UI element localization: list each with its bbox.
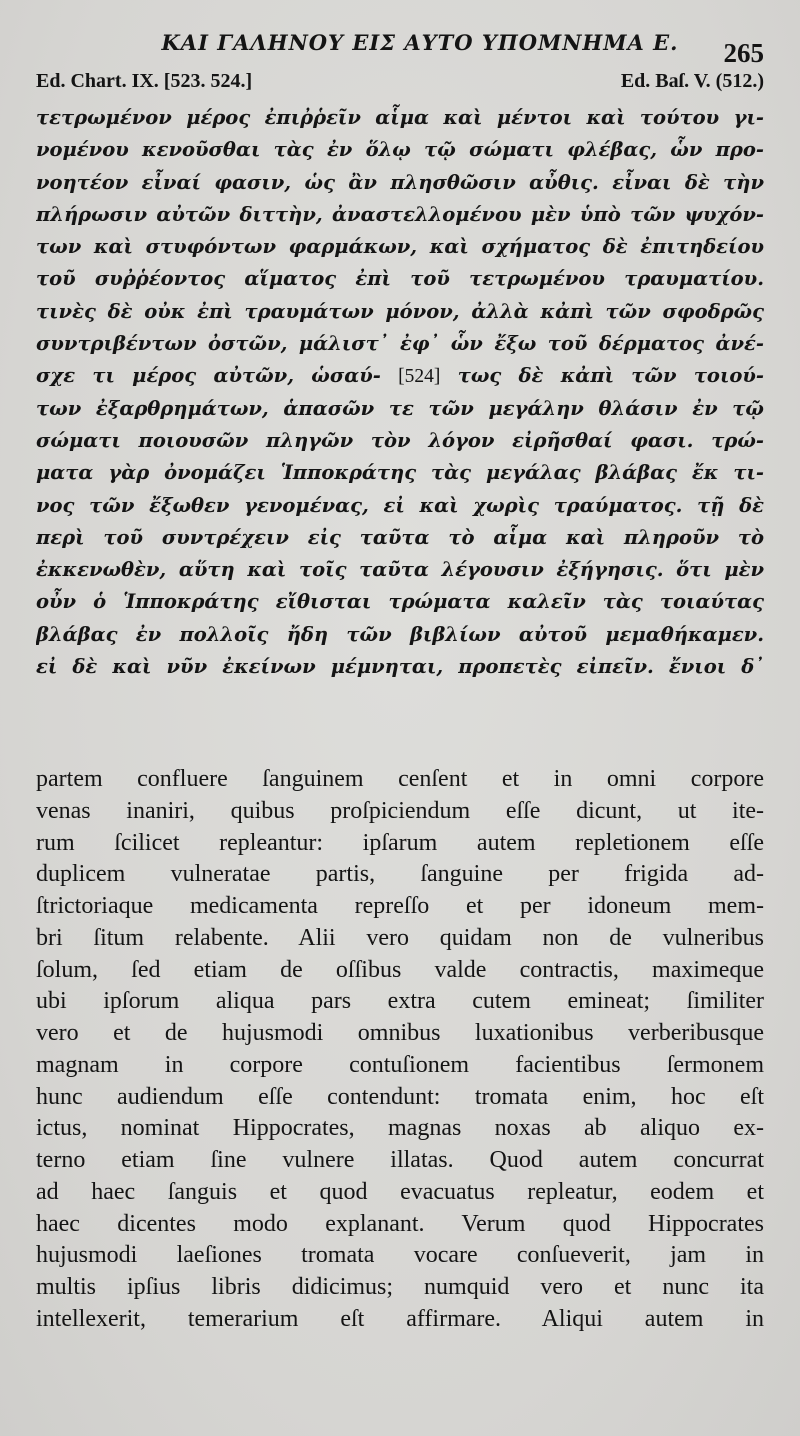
latin-line: ſolum, ſed etiam de oſſibus valde contractis, maximeque	[36, 956, 764, 983]
edition-basel-reference: Ed. Baſ. V. (512.)	[620, 70, 764, 92]
page-marker: [524]	[398, 366, 441, 388]
greek-line: περὶ τοῦ συντρέχειν εἰς ταῦτα τὸ αἷμα καὶ πληροῦν τὸ	[36, 525, 764, 549]
edition-chartier-reference: Ed. Chart. IX. [523. 524.]	[36, 70, 253, 92]
latin-text-block	[36, 764, 764, 1336]
greek-line: των καὶ στυφόντων φαρμάκων, καὶ σχήματος δὲ ἐπιτηδείου	[36, 235, 764, 259]
edition-reference-line	[36, 70, 764, 98]
latin-line: ſtrictoriaque medicamenta repreſſo et per idoneum mem-	[36, 893, 764, 919]
greek-line: νομένου κενοῦσθαι τὰς ἐν ὅλῳ τῷ σώματι φλέβας, ὧν προ-	[36, 138, 764, 162]
latin-line: magnam in corpore contuſionem facientibus ſermonem	[36, 1051, 764, 1078]
greek-line: τετρωμένον μέρος ἐπιῤῥεῖν αἷμα καὶ μέντοι καὶ τούτου γι-	[36, 106, 764, 129]
greek-line: συντριβέντων ὀστῶν, μάλιστ᾽ ἐφ᾽ ὧν ἔξω τοῦ δέρματος ἀνέ-	[36, 332, 764, 356]
greek-line: ματα γὰρ ὀνομάζει Ἱπποκράτης τὰς μεγάλας βλάβας ἔκ τι-	[36, 461, 764, 485]
latin-line: partem confluere ſanguinem cenſent et in omni corpore	[36, 766, 764, 792]
greek-line: των ἐξαρθρημάτων, ἁπασῶν τε τῶν μεγάλην θλάσιν ἐν τῷ	[36, 396, 764, 420]
greek-line: πλήρωσιν αὐτῶν διττὴν, ἀναστελλομένου μὲν ὑπὸ τῶν ψυχόν-	[36, 202, 764, 226]
running-head	[36, 30, 764, 68]
greek-line: τοῦ συῤῥέοντος αἵματος ἐπὶ τοῦ τετρωμένου τραυματίου.	[36, 267, 764, 291]
latin-line: vero et de hujusmodi omnibus luxationibus verberibusque	[36, 1020, 764, 1046]
greek-line: νοητέον εἶναί φασιν, ὡς ἂν πλησθῶσιν αὖθις. εἶναι δὲ τὴν	[36, 170, 764, 194]
greek-line: οὖν ὁ Ἱπποκράτης εἴθισται τρώματα καλεῖν τὰς τοιαύτας	[36, 590, 764, 614]
latin-line: intellexerit, temerarium eſt affirmare. Aliqui autem in	[36, 1305, 764, 1332]
greek-line: τινὲς δὲ οὐκ ἐπὶ τραυμάτων μόνον, ἀλλὰ κἀπὶ τῶν σφοδρῶς	[36, 299, 764, 323]
latin-line: ictus, nominat Hippocrates, magnas noxas ab aliquo ex-	[36, 1115, 764, 1142]
greek-line: ἐκκενωθὲν, αὕτη καὶ τοῖς ταῦτα λέγουσιν ἐξήγησις. ὅτι μὲν	[36, 558, 764, 582]
page-number: 265	[723, 38, 764, 68]
latin-line: terno etiam ſine vulnere illatas. Quod autem concurrat	[36, 1147, 764, 1173]
latin-line: venas inaniri, quibus proſpiciendum eſſe dicunt, ut ite-	[36, 797, 764, 824]
greek-text-block	[36, 102, 764, 683]
greek-line: εἰ δὲ καὶ νῦν ἐκείνων μέμνηται, προπετὲς εἰπεῖν. ἔνιοι δ᾽	[36, 655, 764, 679]
running-title: ΚΑΙ ΓΑΛΗΝΟΥ ΕΙΣ ΑΥΤΟ ΥΠΟΜΝΗΜΑ Ε.	[161, 30, 679, 55]
latin-line: hunc audiendum eſſe contendunt: tromata enim, hoc eſt	[36, 1083, 764, 1110]
latin-line: ad haec ſanguis et quod evacuatus repleatur, eodem et	[36, 1178, 764, 1205]
latin-line: multis ipſius libris didicimus; numquid vero et nunc ita	[36, 1274, 764, 1300]
latin-line: hujusmodi laeſiones tromata vocare conſueverit, jam in	[36, 1242, 764, 1269]
greek-line-start: σχε τι μέρος αὐτῶν, ὡσαύ-	[36, 364, 381, 388]
greek-line: βλάβας ἐν πολλοῖς ἤδη τῶν βιβλίων αὐτοῦ μεμαθήκαμεν.	[36, 622, 764, 646]
latin-line: bri ſitum relabente. Alii vero quidam non de vulneribus	[36, 924, 764, 951]
latin-line: haec dicentes modo explanant. Verum quod Hippocrates	[36, 1210, 764, 1237]
greek-line-end: τως δὲ κἀπὶ τῶν τοιού-	[457, 364, 764, 388]
latin-line: ubi ipſorum aliqua pars extra cutem emineat; ſimiliter	[36, 988, 764, 1015]
greek-line-with-page-marker	[36, 360, 764, 392]
greek-line: σώματι ποιουσῶν πληγῶν τὸν λόγον εἰρῆσθαί φασι. τρώ-	[36, 428, 764, 452]
latin-line: duplicem vulneratae partis, ſanguine per frigida ad-	[36, 861, 764, 888]
latin-line: rum ſcilicet repleantur: ipſarum autem repletionem eſſe	[36, 829, 764, 856]
greek-line: νος τῶν ἔξωθεν γενομένας, εἰ καὶ χωρὶς τραύματος. τῇ δὲ	[36, 493, 764, 517]
